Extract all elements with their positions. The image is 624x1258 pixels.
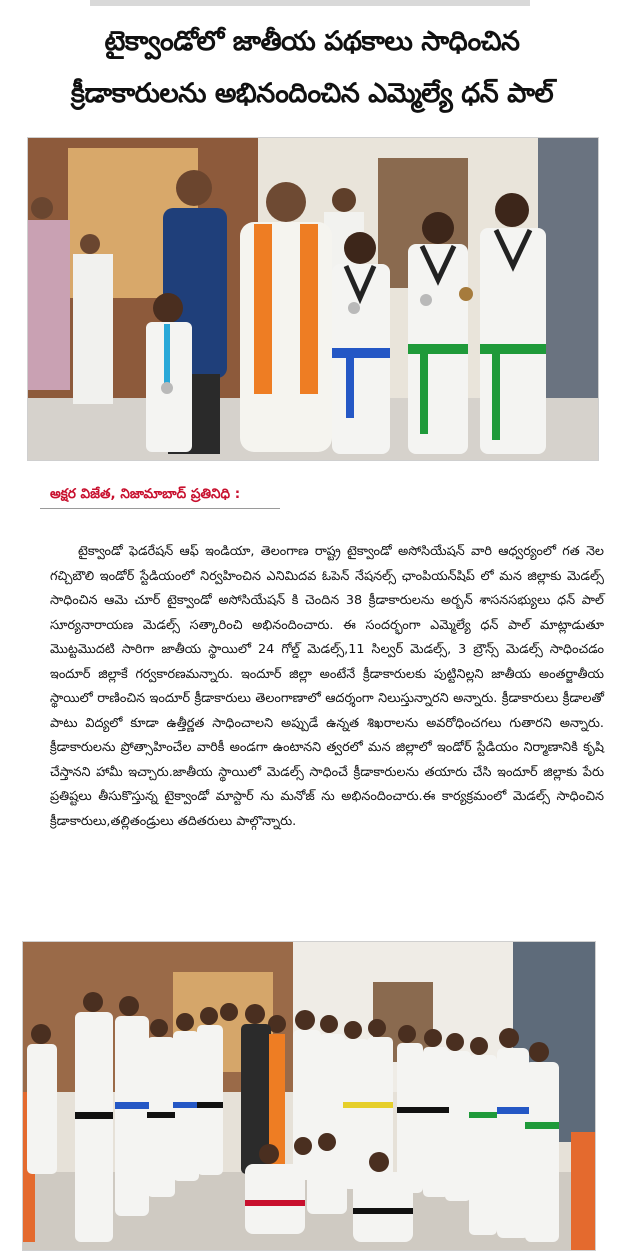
article-paragraph: టైక్వాండో ఫెడరేషన్ ఆఫ్ ఇండియా, తెలంగాణ రాష్ట్ర టైక్వాండో అసోసియేషన్ వారి ఆధ్వర్యంలో గత నెల గచ్చిబౌలి ఇండోర్ స్టేడియంలో నిర్వహించిన ఎనిమిదవ ఓపెన్ నేషనల్స్ ఛాంపియన్‌షిప్ లో మన జిల్లాకు మెడల్స్ సాధించిన ఆమె చూర్ టైక్వాండో అసోసియేషన్ కి చెందిన 38 క్రీడాకారులను అర్బన్ శాసనసభ్యులు ధన్ పాల్ సూర్యనారాయణ మెడల్స్ సత్కారించి అభినందించారు. ఈ సందర్భంగా ఎమ్మెల్యే ధన్ పాల్ మాట్లాడుతూ మొట్టమొదటి సారిగా జాతీయ స్థాయిలో 24 గోల్డ్ మెడల్స్,11 సిల్వర్ మెడల్స్, 3 బ్రౌన్స్ మెడల్స్ సాధించడం ఇందూర్ జిల్లాకే గర్వకారణమన్నారు. ఇందూర్ జిల్లా అంటేనే క్రీడాకారులకు పుట్టినిల్లని జాతీయ అంతర్జాతీయ స్థాయిలో రాణించిన ఇందూర్ క్రీడాకారులు తెలంగాణాలో ఆదర్శంగా నిలుస్తున్నారని అన్నారు. క్రీడాకారులు క్రీడాలతో పాటు విద్యలో కూడా ఉత్తీర్ణత సాధించాలని అప్పుడే ఉన్నత శిఖరాలను అవరోధించగలు గుతారని అన్నారు. క్రీడాకారులను ప్రోత్సాహించేల వారికీ అండగా ఉంటానని త్వరలో మన జిల్లాలో ఇండోర్ స్టేడియం నిర్మాణానికి కృషి చేస్తానని హామీ ఇచ్చారు.జాతీయ స్థాయిలో మెడల్స్ సాధించే క్రీడాకారులను తయారు చేసి ఇందూర్ జిల్లాకు పేరు ప్రతిష్టలు తీసుకొస్తున్న టైక్వాండో మాస్టార్ ను మనోజ్ ను అభినందించారు.ఈ కార్యక్రమంలో మెడల్స్ సాధించిన క్రీడాకారులు,తల్లితండ్రులు తదితరులు పాల్గొన్నారు. (50, 544, 604, 829)
blue-belt (332, 348, 390, 358)
saffron-scarf (254, 224, 272, 394)
dateline: అక్షర విజేత, నిజామాబాద్ ప్రతినిధి : (50, 486, 241, 502)
headline-line-2: క్రీడాకారులను అభినందించిన ఎమ్మెల్యే ధన్ పాల్ (70, 78, 554, 109)
headline-line-1: టైక్వాండోలో జాతీయ పథకాలు సాధించిన (104, 26, 520, 57)
header-rule (90, 0, 530, 6)
green-belt-2 (480, 344, 546, 354)
headline (0, 16, 624, 120)
bottom-photo (22, 941, 596, 1251)
mla-figure (240, 222, 332, 452)
dateline-rule (40, 508, 280, 509)
top-photo-scene (28, 138, 598, 460)
bottom-photo-scene (23, 942, 595, 1250)
green-belt-1 (408, 344, 468, 354)
top-photo (27, 137, 599, 461)
article-body (50, 540, 604, 834)
